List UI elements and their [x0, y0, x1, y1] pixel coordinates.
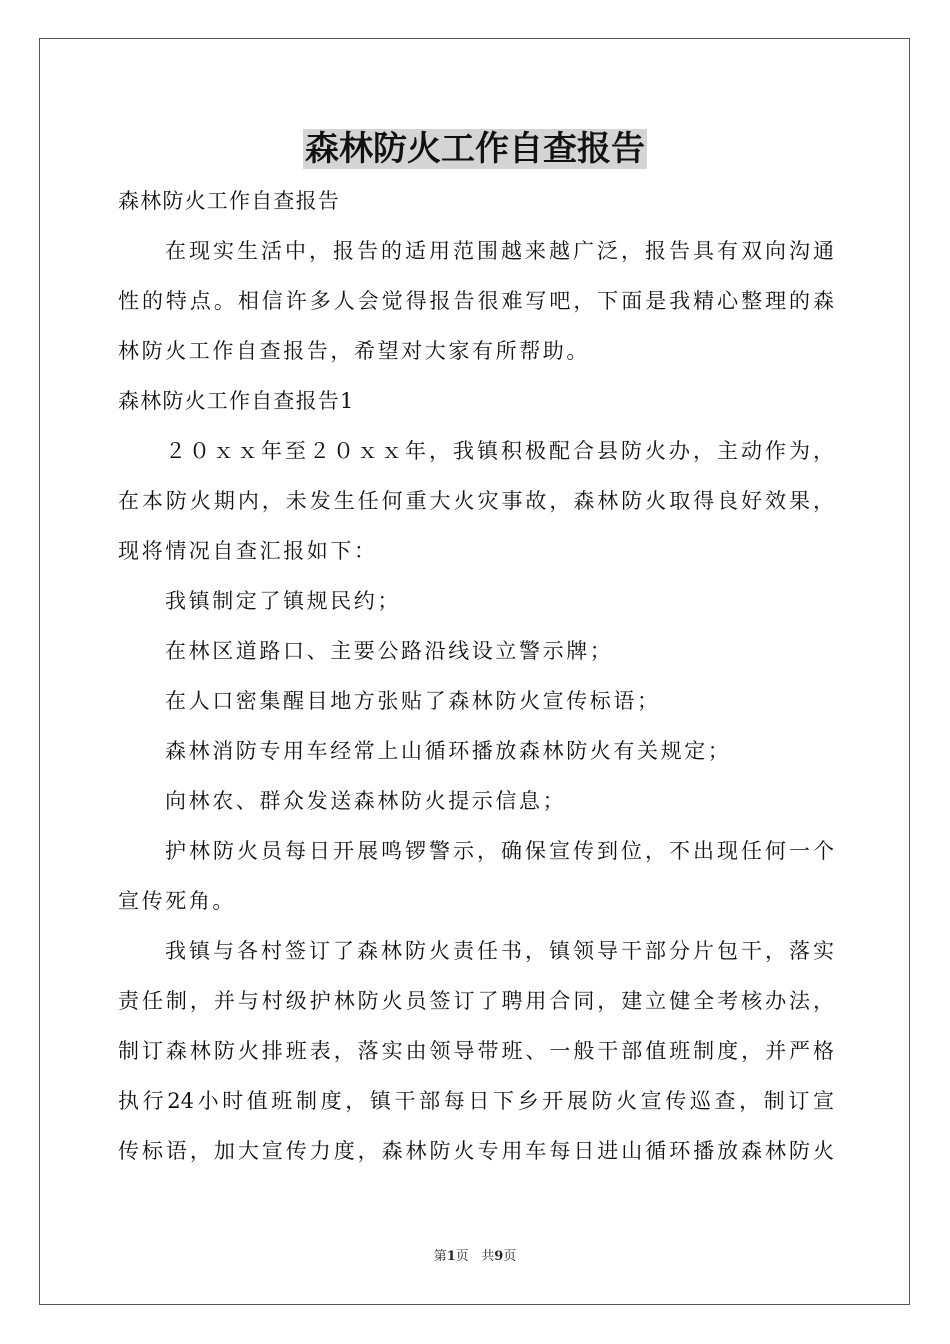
paragraph-line: ２０ｘｘ年至２０ｘｘ年，我镇积极配合县防火办，主动作为， [165, 439, 834, 463]
paragraph-line: 在现实生活中，报告的适用范围越来越广泛，报告具有双向沟通 [165, 239, 834, 263]
section-heading: 森林防火工作自查报告1 [118, 389, 355, 413]
paragraph-line: 现将情况自查汇报如下： [118, 539, 378, 563]
paragraph-line: 性的特点。相信许多人会觉得报告很难写吧，下面是我精心整理的森 [118, 289, 834, 313]
paragraph-line: 林防火工作自查报告，希望对大家有所帮助。 [118, 339, 590, 363]
footer-page-suffix: 页 [455, 1249, 469, 1264]
paragraph-line: 我镇与各村签订了森林防火责任书，镇领导干部分片包干，落实 [165, 939, 834, 963]
paragraph-line: 宣传死角。 [118, 889, 236, 913]
paragraph-line: 执行24小时值班制度，镇干部每日下乡开展防火宣传巡查，制订宣 [118, 1089, 834, 1113]
document-title: 森林防火工作自查报告 [305, 129, 645, 169]
paragraph-line: 责任制，并与村级护林防火员签订了聘用合同，建立健全考核办法， [118, 989, 834, 1013]
list-item: 在人口密集醒目地方张贴了森林防火宣传标语； [165, 689, 661, 713]
footer-total-prefix: 共 [481, 1249, 495, 1264]
list-item: 森林消防专用车经常上山循环播放森林防火有关规定； [165, 739, 732, 763]
paragraph-line: 制订森林防火排班表，落实由领导带班、一般干部值班制度，并严格 [118, 1039, 834, 1063]
list-item: 在林区道路口、主要公路沿线设立警示牌； [165, 639, 614, 663]
subtitle-line: 森林防火工作自查报告 [118, 189, 340, 213]
list-item: 我镇制定了镇规民约； [165, 589, 401, 613]
footer-page-number: 1 [446, 1249, 456, 1264]
footer-page-prefix: 第 [433, 1249, 447, 1264]
paragraph-line: 传标语，加大宣传力度，森林防火专用车每日进山循环播放森林防火 [118, 1139, 834, 1163]
list-item: 向林农、群众发送森林防火提示信息； [165, 789, 567, 813]
document-body [118, 176, 834, 1176]
paragraph-line: 在本防火期内，未发生任何重大火灾事故，森林防火取得良好效果， [118, 489, 834, 513]
footer-total-suffix: 页 [503, 1249, 517, 1264]
page-footer [0, 1247, 950, 1267]
paragraph-line: 护林防火员每日开展鸣锣警示，确保宣传到位，不出现任何一个 [165, 839, 834, 863]
footer-total-pages: 9 [494, 1249, 504, 1264]
